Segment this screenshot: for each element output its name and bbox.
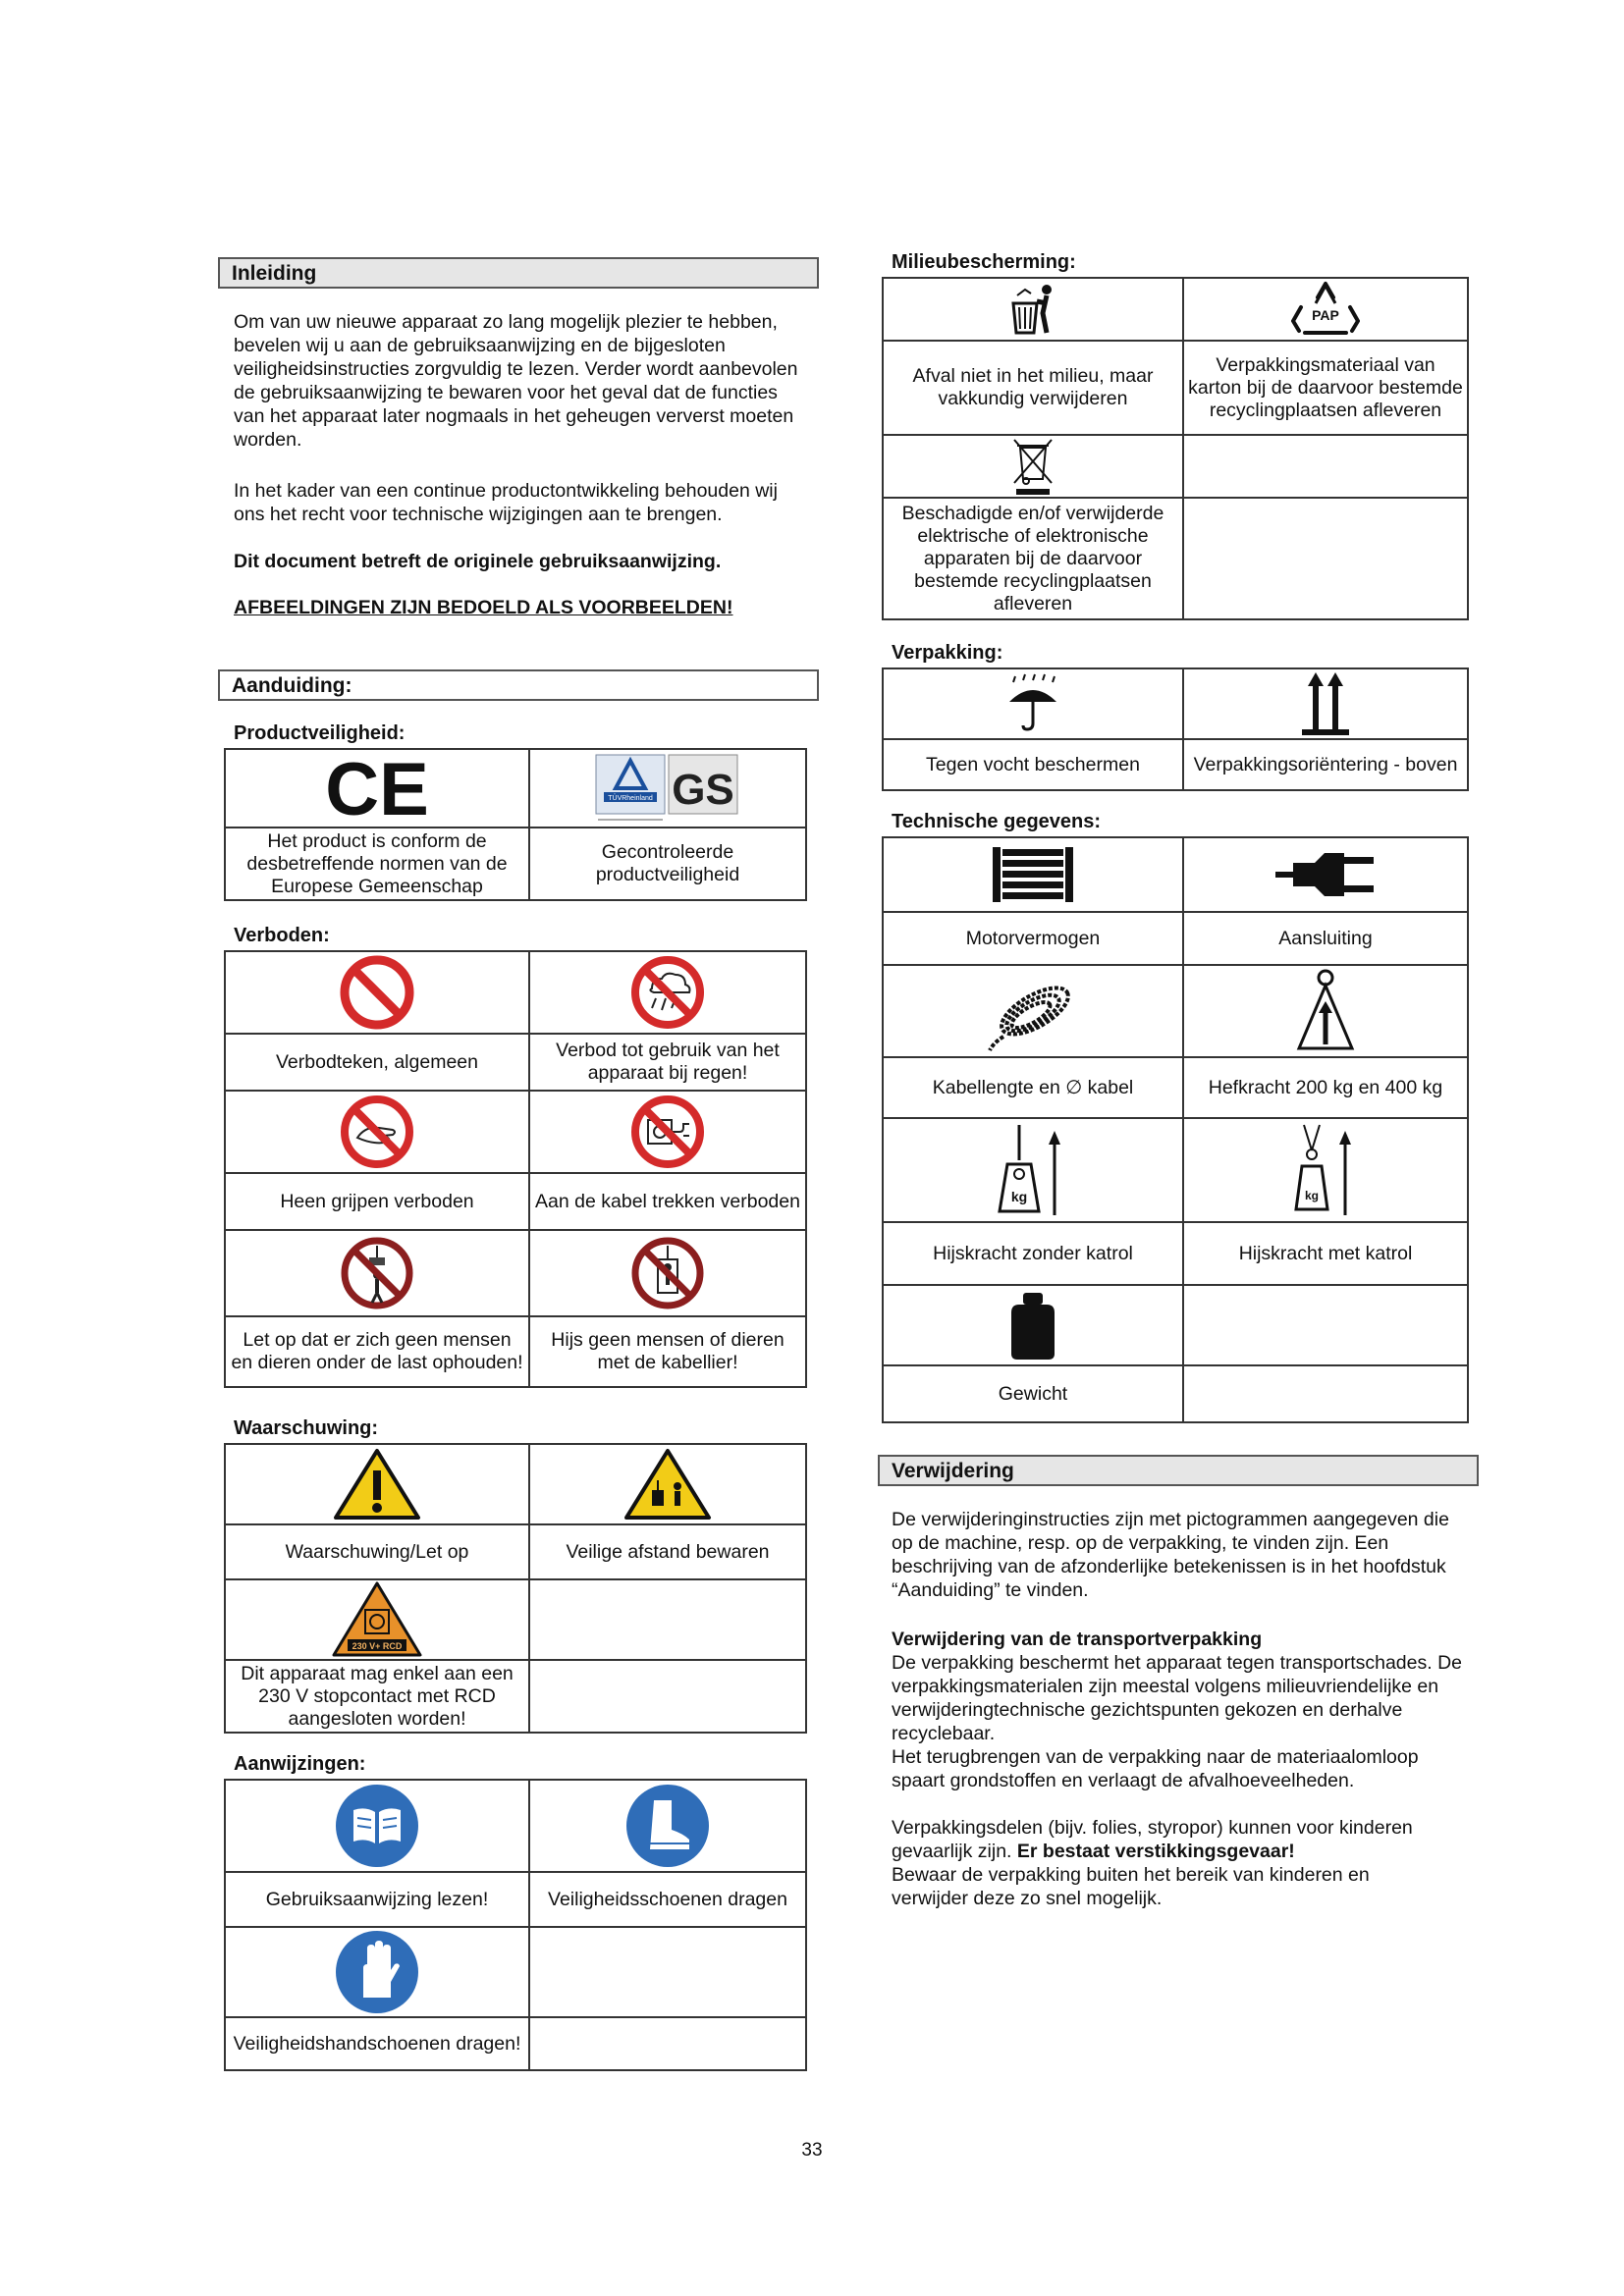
empty-warning-cell-2 xyxy=(529,1660,806,1733)
rcd-warning-icon xyxy=(330,1580,424,1659)
waarschuwing-title: Waarschuwing: xyxy=(234,1417,379,1439)
no-hoisting-persons-cell xyxy=(529,1230,806,1316)
lift-capacity-cell xyxy=(1183,965,1468,1057)
svg-text:kg: kg xyxy=(1010,1189,1028,1204)
this-side-up-cell xyxy=(1183,668,1468,739)
pap-recycling-icon xyxy=(1291,280,1360,339)
empty-milieu-cell-1 xyxy=(1183,435,1468,498)
hoist-without-pulley-icon xyxy=(994,1121,1072,1219)
no-pull-cable-text: Aan de kabel trekken verboden xyxy=(529,1173,806,1230)
no-hoisting-persons-icon xyxy=(628,1234,707,1312)
svg-text:230 V+ RCD: 230 V+ RCD xyxy=(352,1641,403,1651)
tuv-gs-mark-icon xyxy=(594,753,741,824)
no-persons-under-load-text: Let op dat er zich geen mensen en dieren onder de last ophouden! xyxy=(225,1316,529,1387)
connection-cell xyxy=(1183,837,1468,912)
empty-aanwijzing-cell-2 xyxy=(529,2017,806,2070)
verpakking-title: Verpakking: xyxy=(892,642,1003,664)
suffocation-warning: Er bestaat verstikkingsgevaar! xyxy=(1016,1841,1295,1862)
safe-distance-cell xyxy=(529,1444,806,1524)
gs-cell xyxy=(529,749,806,828)
connection-text: Aansluiting xyxy=(1183,912,1468,965)
empty-technisch-cell-1 xyxy=(1183,1285,1468,1365)
prohibition-general-cell xyxy=(225,951,529,1034)
safety-gloves-cell xyxy=(225,1927,529,2017)
warning-general-cell xyxy=(225,1444,529,1524)
no-rain-cell xyxy=(529,951,806,1034)
page-number: 33 xyxy=(801,2140,823,2161)
no-littering-cell xyxy=(883,278,1183,341)
intro-paragraph-2: In het kader van een continue productontwikkeling behouden wij ons het recht voor technische wijzigingen aan te brengen. xyxy=(234,480,778,525)
safety-shoes-icon xyxy=(624,1783,711,1869)
verwijdering-paragraph-4 xyxy=(892,1816,1471,1863)
ce-mark-icon xyxy=(323,754,431,823)
verwijdering-paragraph-1: De verwijderinginstructies zijn met pictogrammen aangegeven die op de machine, resp. op de verpakking, te vinden zijn. Een beschrijving van de afzonderlijke betekenissen is in het hoofdstuk “Aanduiding” te vinden. xyxy=(892,1509,1449,1601)
rope-coil-icon xyxy=(984,968,1082,1054)
aanduiding-header xyxy=(218,669,819,701)
svg-text:GS: GS xyxy=(672,766,734,814)
empty-warning-cell-1 xyxy=(529,1579,806,1660)
technisch-table xyxy=(882,836,1469,1423)
safety-shoes-cell xyxy=(529,1780,806,1872)
prohibition-sign-icon xyxy=(338,953,416,1032)
read-manual-text: Gebruiksaanwijzing lezen! xyxy=(225,1872,529,1927)
aanwijzingen-title: Aanwijzingen: xyxy=(234,1753,366,1775)
this-side-up-arrows-icon xyxy=(1298,670,1353,737)
verwijdering-paragraph-2: De verpakking beschermt het apparaat tegen transportschades. De verpakkingsmaterialen zijn meestal volgens milieuvriendelijke en verwijderingtechnische gezichtspunten gekozen en derhalve recyclebaar. xyxy=(892,1652,1463,1744)
aanwijzingen-table xyxy=(224,1779,807,2071)
technisch-title: Technische gegevens: xyxy=(892,811,1102,832)
no-hoisting-persons-text: Hijs geen mensen of dieren met de kabellier! xyxy=(529,1316,806,1387)
milieu-title: Milieubescherming: xyxy=(892,251,1076,273)
keep-dry-text: Tegen vocht beschermen xyxy=(883,739,1183,790)
motor-icon xyxy=(989,843,1077,906)
verwijdering-subtitle: Verwijdering van de transportverpakking xyxy=(892,1629,1263,1650)
aanduiding-header-text: Aanduiding: xyxy=(232,674,352,697)
no-rain-text: Verbod tot gebruik van het apparaat bij regen! xyxy=(529,1034,806,1091)
pap-cell xyxy=(1183,278,1468,341)
rcd-text: Dit apparaat mag enkel aan een 230 V stopcontact met RCD aangesloten worden! xyxy=(225,1660,529,1733)
cable-length-text: Kabellengte en ∅ kabel xyxy=(883,1057,1183,1118)
no-reach-cell xyxy=(225,1091,529,1173)
weight-text: Gewicht xyxy=(883,1365,1183,1422)
warning-triangle-icon xyxy=(332,1447,422,1522)
no-persons-under-load-cell xyxy=(225,1230,529,1316)
read-manual-cell xyxy=(225,1780,529,1872)
hoist-no-pulley-text: Hijskracht zonder katrol xyxy=(883,1222,1183,1285)
productveiligheid-title: Productveiligheid: xyxy=(234,722,406,744)
svg-text:CE: CE xyxy=(325,754,429,823)
this-side-up-text: Verpakkingsoriëntering - boven xyxy=(1183,739,1468,790)
intro-header-text: Inleiding xyxy=(232,262,317,285)
ce-cell xyxy=(225,749,529,828)
intro-original-note: Dit document betreft de originele gebruiksaanwijzing. xyxy=(234,551,722,572)
svg-text:TÜVRheinland: TÜVRheinland xyxy=(608,795,653,802)
waarschuwing-table xyxy=(224,1443,807,1734)
verpakking-table xyxy=(882,667,1469,791)
no-reaching-icon xyxy=(338,1093,416,1171)
empty-milieu-cell-2 xyxy=(1183,498,1468,619)
no-pull-cable-cell xyxy=(529,1091,806,1173)
verwijdering-header xyxy=(878,1455,1479,1486)
productveiligheid-table xyxy=(224,748,807,901)
ce-description: Het product is conform de desbetreffende normen van de Europese Gemeenschap xyxy=(225,828,529,900)
weee-text: Beschadigde en/of verwijderde elektrische of elektronische apparaten bij de daarvoor bestemde recyclingplaatsen afleveren xyxy=(883,498,1183,619)
verwijdering-header-text: Verwijdering xyxy=(892,1460,1014,1482)
intro-images-note: AFBEELDINGEN ZIJN BEDOELD ALS VOORBEELDEN! xyxy=(234,597,733,618)
verboden-title: Verboden: xyxy=(234,925,330,946)
verwijdering-paragraph-5: Bewaar de verpakking buiten het bereik van kinderen en verwijder deze zo snel mogelijk. xyxy=(892,1864,1370,1909)
hoist-with-pulley-icon xyxy=(1286,1121,1365,1219)
empty-technisch-cell-2 xyxy=(1183,1365,1468,1422)
no-littering-text: Afval niet in het milieu, maar vakkundig verwijderen xyxy=(883,341,1183,435)
prohibition-general-text: Verbodteken, algemeen xyxy=(225,1034,529,1091)
pap-text: Verpakkingsmateriaal van karton bij de daarvoor bestemde recyclingplaatsen afleveren xyxy=(1183,341,1468,435)
motor-power-text: Motorvermogen xyxy=(883,912,1183,965)
warning-general-text: Waarschuwing/Let op xyxy=(225,1524,529,1579)
safe-distance-text: Veilige afstand bewaren xyxy=(529,1524,806,1579)
intro-header xyxy=(218,257,819,289)
intro-paragraph-1: Om van uw nieuwe apparaat zo lang mogelijk plezier te hebben, bevelen wij u aan de gebruiksaanwijzing en de bijgesloten veiligheidsinstructies zorgvuldig te lezen. Verder wordt aanbevolen de gebruiksaanwijzing te bewaren voor het geval dat de functies van het apparaat later nogmaals in het geheugen ververst moeten worden. xyxy=(234,311,798,451)
lift-capacity-text: Hefkracht 200 kg en 400 kg xyxy=(1183,1057,1468,1118)
milieu-table xyxy=(882,277,1469,620)
no-rain-use-icon xyxy=(628,953,707,1032)
rcd-cell xyxy=(225,1579,529,1660)
power-plug-icon xyxy=(1272,843,1380,906)
motor-power-cell xyxy=(883,837,1183,912)
cable-length-cell xyxy=(883,965,1183,1057)
waste-bin-icon xyxy=(1003,280,1062,339)
weee-crossed-bin-icon xyxy=(1008,436,1057,497)
weight-cell xyxy=(883,1285,1183,1365)
verboden-table xyxy=(224,950,807,1388)
umbrella-keep-dry-icon xyxy=(1001,672,1064,735)
svg-text:PAP: PAP xyxy=(1312,307,1339,323)
safety-gloves-icon xyxy=(334,1929,420,2015)
hoist-with-pulley-cell xyxy=(1183,1118,1468,1222)
safety-shoes-text: Veiligheidsschoenen dragen xyxy=(529,1872,806,1927)
lifting-weight-icon xyxy=(1291,968,1360,1054)
hoist-no-pulley-cell xyxy=(883,1118,1183,1222)
hoist-with-pulley-text: Hijskracht met katrol xyxy=(1183,1222,1468,1285)
no-persons-under-load-icon xyxy=(338,1234,416,1312)
packaging-danger-text: Verpakkingsdelen (bijv. folies, styropor) kunnen voor kinderen gevaarlijk zijn. xyxy=(892,1817,1413,1862)
keep-dry-cell xyxy=(883,668,1183,739)
weee-cell xyxy=(883,435,1183,498)
weight-icon xyxy=(1003,1289,1062,1362)
no-pull-cable-icon xyxy=(628,1093,707,1171)
empty-aanwijzing-cell-1 xyxy=(529,1927,806,2017)
no-reach-text: Heen grijpen verboden xyxy=(225,1173,529,1230)
verwijdering-paragraph-3: Het terugbrengen van de verpakking naar de materiaalomloop spaart grondstoffen en verlaagt de afvalhoeveelheden. xyxy=(892,1746,1419,1791)
safe-distance-warning-icon xyxy=(623,1447,713,1522)
safety-gloves-text: Veiligheidshandschoenen dragen! xyxy=(225,2017,529,2070)
read-manual-icon xyxy=(334,1783,420,1869)
gs-description: Gecontroleerde productveiligheid xyxy=(529,828,806,900)
svg-text:kg: kg xyxy=(1304,1189,1320,1202)
